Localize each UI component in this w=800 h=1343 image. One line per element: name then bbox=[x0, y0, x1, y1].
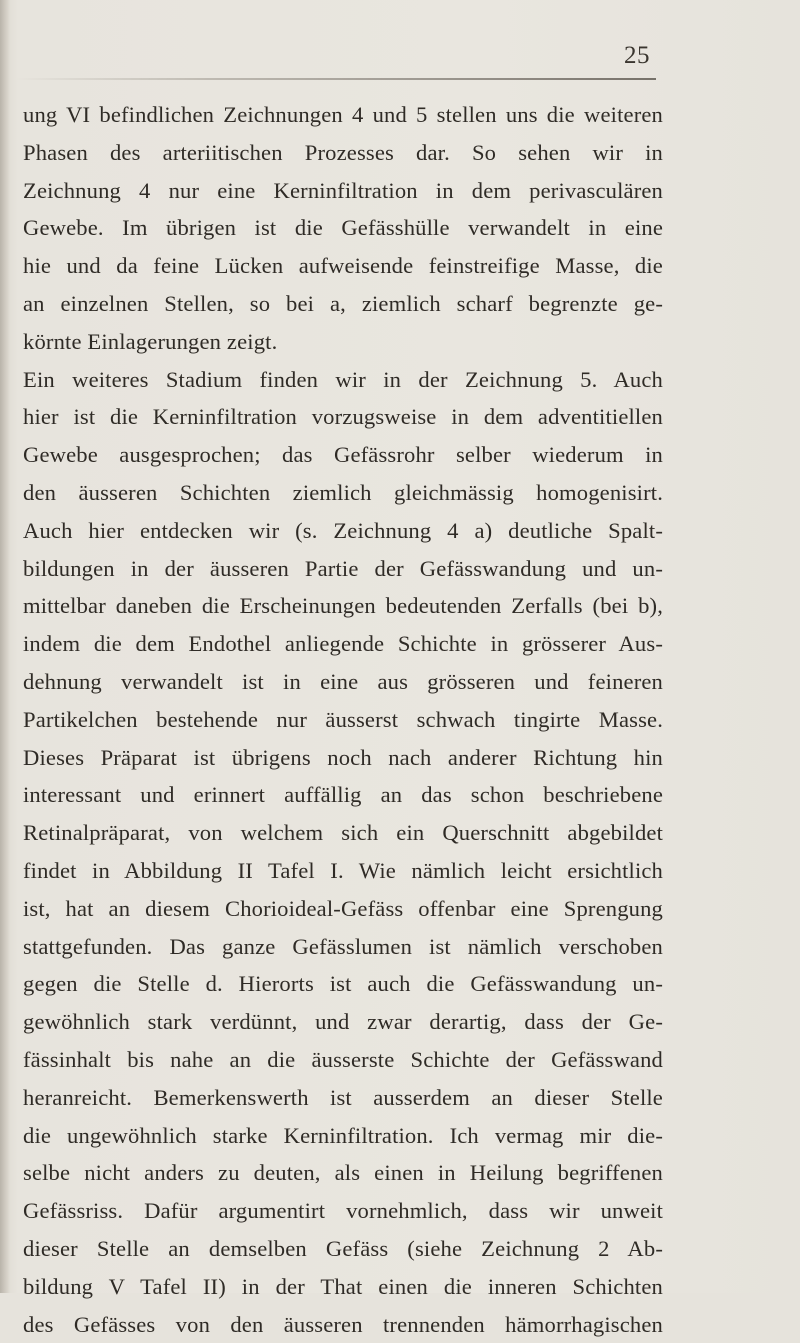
text-line: bildungen in der äusseren Partie der Gefässwandung und un- bbox=[23, 550, 663, 588]
text-line: dehnung verwandelt ist in eine aus grösseren und feineren bbox=[23, 663, 663, 701]
text-line: selbe nicht anders zu deuten, als einen in Heilung begriffenen bbox=[23, 1154, 663, 1192]
text-line: den äusseren Schichten ziemlich gleichmässig homogenisirt. bbox=[23, 474, 663, 512]
text-line: die ungewöhnlich starke Kerninfiltration. Ich vermag mir die- bbox=[23, 1117, 663, 1155]
text-line: hier ist die Kerninfiltration vorzugsweise in dem adventitiellen bbox=[23, 398, 663, 436]
text-line: Ein weiteres Stadium finden wir in der Zeichnung 5. Auch bbox=[23, 361, 663, 399]
text-line: bildung V Tafel II) in der That einen die inneren Schichten bbox=[23, 1268, 663, 1306]
text-line: ung VI befindlichen Zeichnungen 4 und 5 stellen uns die weiteren bbox=[23, 96, 663, 134]
text-line: fässinhalt bis nahe an die äusserste Schichte der Gefässwand bbox=[23, 1041, 663, 1079]
text-line: findet in Abbildung II Tafel I. Wie nämlich leicht ersichtlich bbox=[23, 852, 663, 890]
text-line: Dieses Präparat ist übrigens noch nach anderer Richtung hin bbox=[23, 739, 663, 777]
text-line: Zeichnung 4 nur eine Kerninfiltration in dem perivasculären bbox=[23, 172, 663, 210]
text-line: an einzelnen Stellen, so bei a, ziemlich scharf begrenzte ge- bbox=[23, 285, 663, 323]
text-line: hie und da feine Lücken aufweisende feinstreifige Masse, die bbox=[23, 247, 663, 285]
text-line: interessant und erinnert auffällig an das schon beschriebene bbox=[23, 776, 663, 814]
text-line: dieser Stelle an demselben Gefäss (siehe Zeichnung 2 Ab- bbox=[23, 1230, 663, 1268]
text-line: stattgefunden. Das ganze Gefässlumen ist nämlich verschoben bbox=[23, 928, 663, 966]
text-line: Partikelchen bestehende nur äusserst schwach tingirte Masse. bbox=[23, 701, 663, 739]
text-line: Auch hier entdecken wir (s. Zeichnung 4 a) deutliche Spalt- bbox=[23, 512, 663, 550]
text-line: Retinalpräparat, von welchem sich ein Querschnitt abgebildet bbox=[23, 814, 663, 852]
text-line: Phasen des arteriitischen Prozesses dar. So sehen wir in bbox=[23, 134, 663, 172]
text-line: Gewebe ausgesprochen; das Gefässrohr selber wiederum in bbox=[23, 436, 663, 474]
page-spine-shadow bbox=[0, 0, 10, 1293]
text-line: des Gefässes von den äusseren trennenden hämorrhagischen bbox=[23, 1306, 663, 1343]
text-line: körnte Einlagerungen zeigt. bbox=[23, 323, 663, 361]
text-line: gegen die Stelle d. Hierorts ist auch die Gefässwandung un- bbox=[23, 965, 663, 1003]
text-line: mittelbar daneben die Erscheinungen bedeutenden Zerfalls (bei b), bbox=[23, 587, 663, 625]
body-text bbox=[23, 96, 663, 1343]
text-line: ist, hat an diesem Chorioideal-Gefäss offenbar eine Sprengung bbox=[23, 890, 663, 928]
page-number: 25 bbox=[624, 42, 650, 70]
text-line: Gefässriss. Dafür argumentirt vornehmlich, dass wir unweit bbox=[23, 1192, 663, 1230]
header-rule bbox=[16, 78, 656, 80]
text-line: gewöhnlich stark verdünnt, und zwar derartig, dass der Ge- bbox=[23, 1003, 663, 1041]
text-line: heranreicht. Bemerkenswerth ist ausserdem an dieser Stelle bbox=[23, 1079, 663, 1117]
text-line: Gewebe. Im übrigen ist die Gefässhülle verwandelt in eine bbox=[23, 209, 663, 247]
text-line: indem die dem Endothel anliegende Schichte in grösserer Aus- bbox=[23, 625, 663, 663]
